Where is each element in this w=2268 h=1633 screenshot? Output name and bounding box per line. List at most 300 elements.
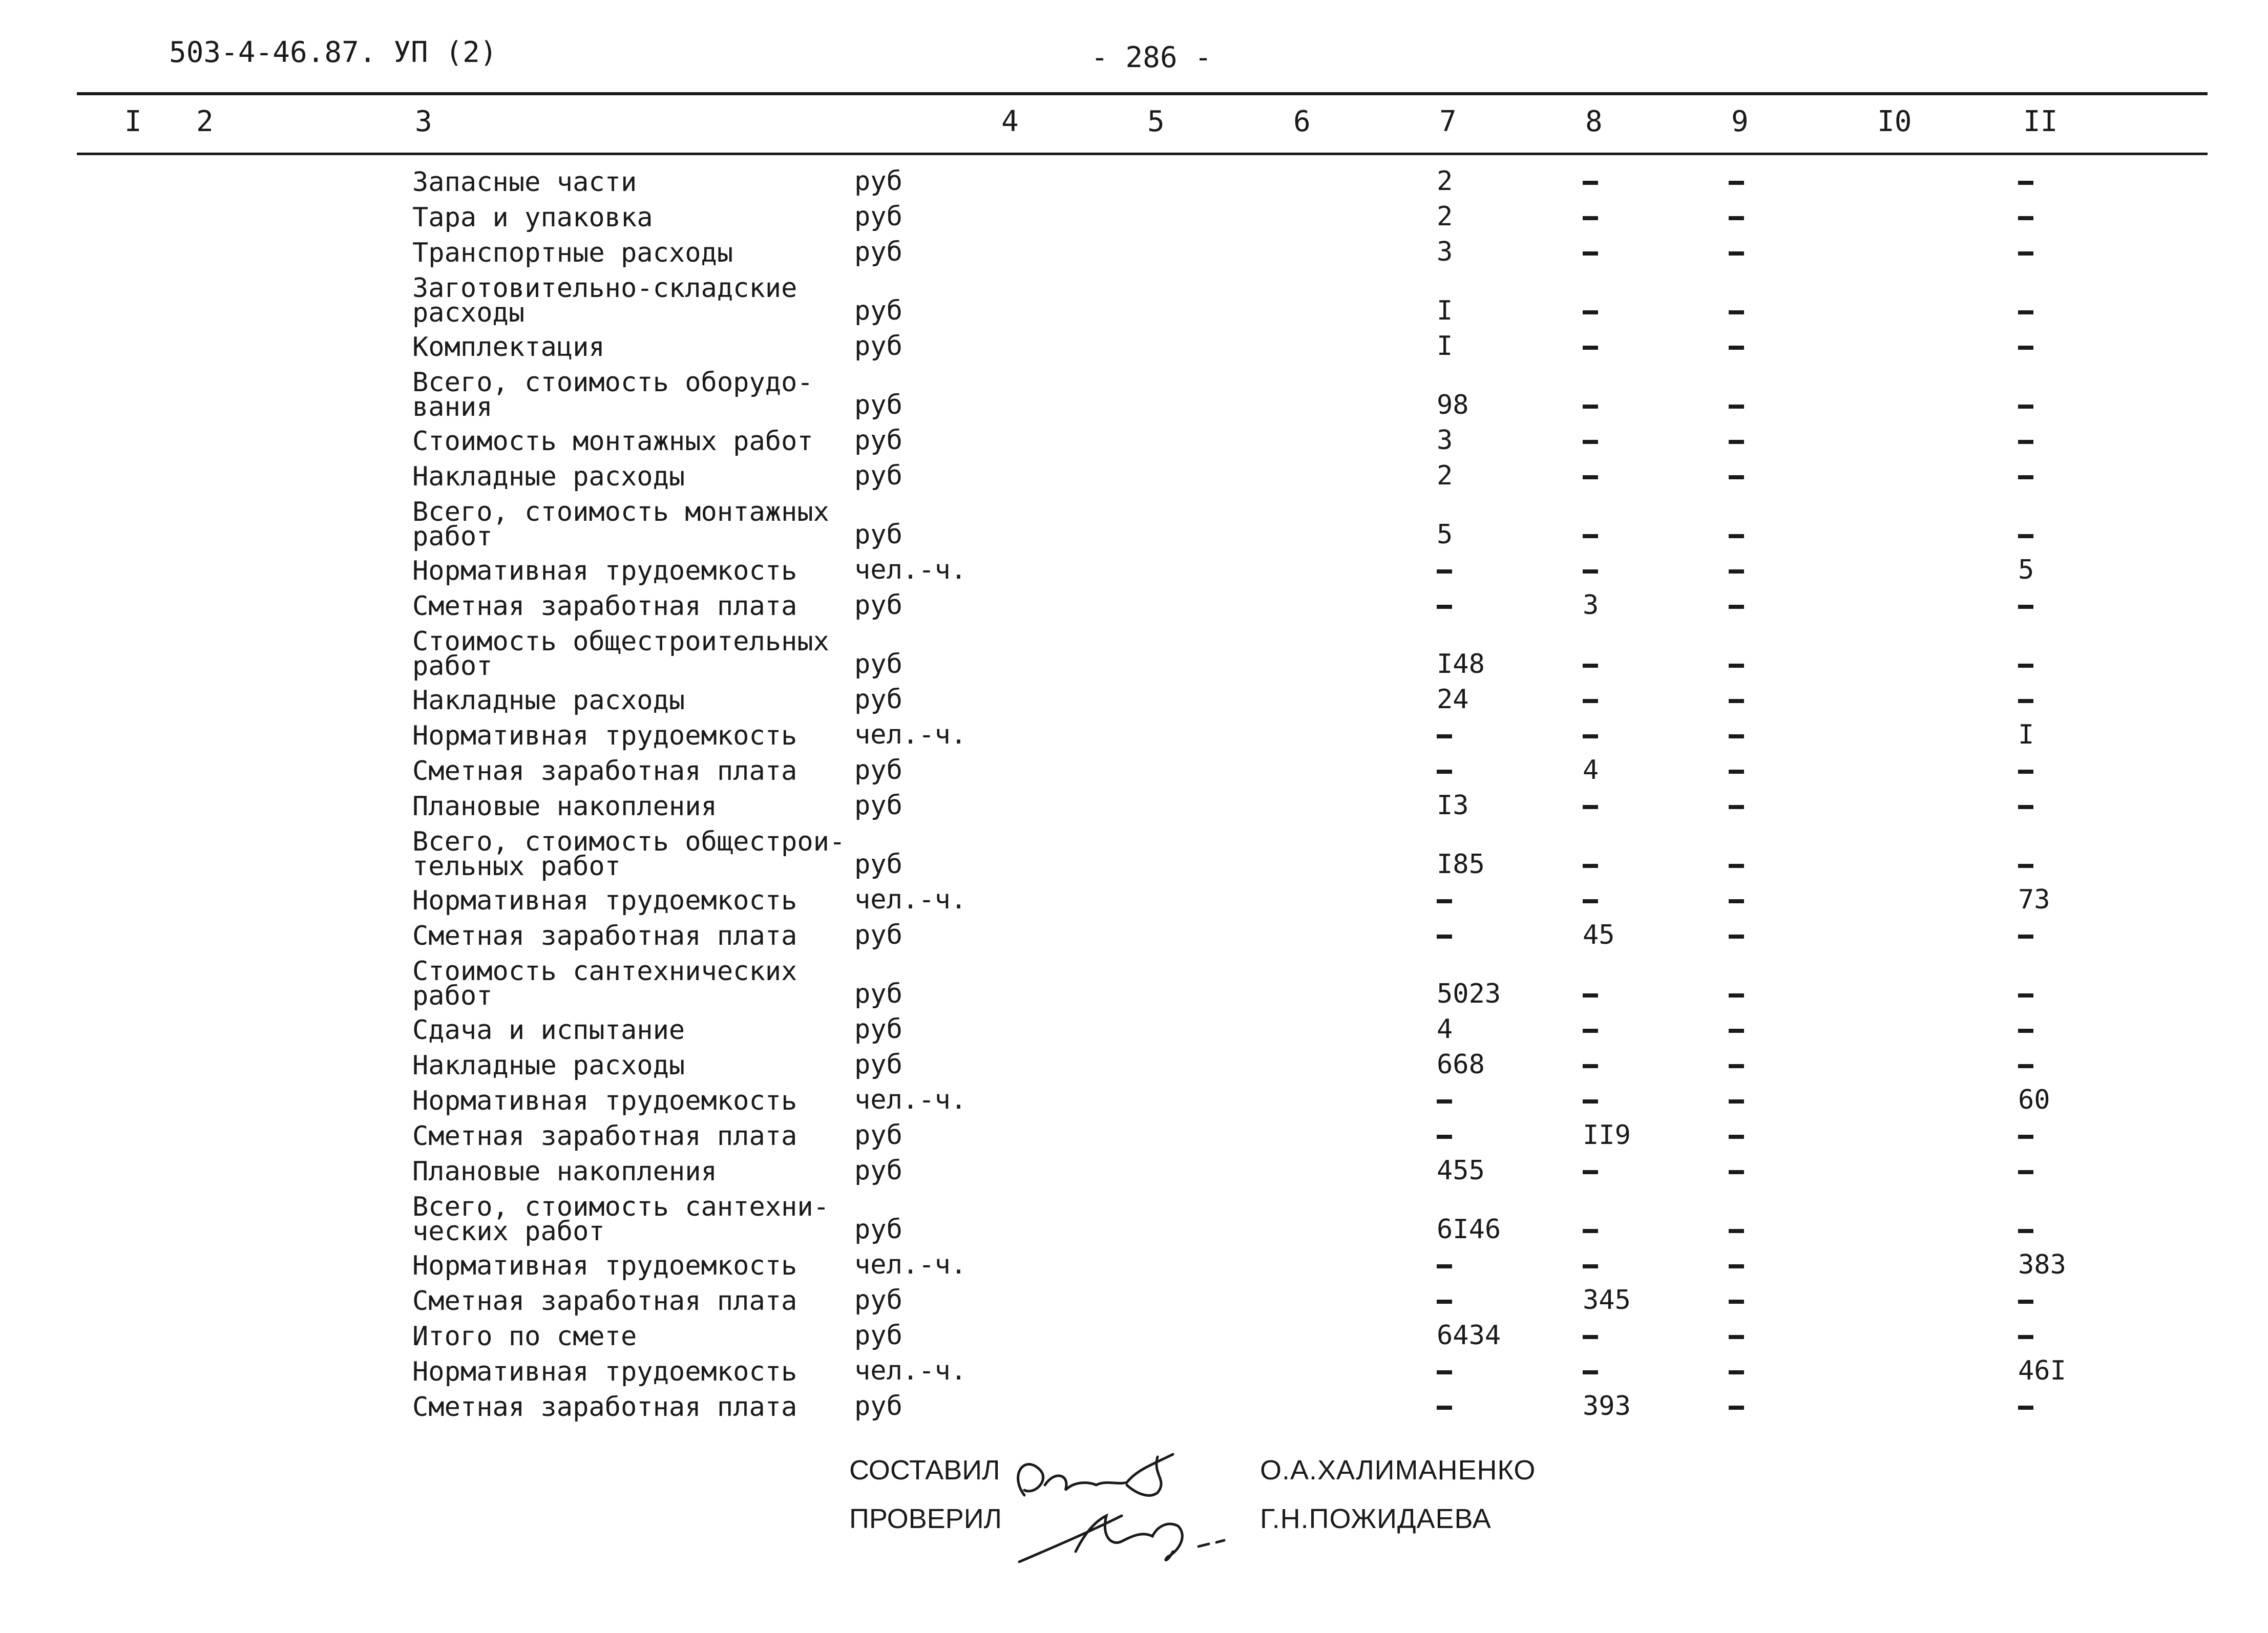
checked-signature — [1014, 1485, 1240, 1567]
dash-mark-line — [1437, 899, 1452, 903]
dash-mark — [1729, 390, 1744, 420]
unit-cell: руб — [854, 1014, 902, 1045]
dash-mark — [1437, 755, 1452, 786]
value-cell-c7: I — [1437, 295, 1453, 326]
dash-mark — [1729, 1391, 1744, 1422]
dash-mark-line — [1583, 1029, 1598, 1033]
item-name-line: работ — [412, 521, 493, 552]
item-name — [412, 885, 797, 916]
unit-cell: руб — [854, 1155, 902, 1186]
item-name-line: работ — [412, 651, 493, 682]
value-cell-c7: 24 — [1437, 684, 1469, 715]
item-name-line: Нормативная трудоемкость — [412, 1086, 797, 1116]
item-name-line: Всего, стоимость оборудо- — [412, 367, 813, 398]
value-cell-c11: 5 — [2018, 555, 2034, 585]
dash-mark — [1583, 425, 1598, 456]
unit-cell: руб — [854, 519, 902, 550]
dash-mark-line — [2018, 310, 2033, 314]
value-cell-c7: 5 — [1437, 519, 1453, 550]
dash-mark-line — [1583, 440, 1598, 444]
dash-mark-line — [1583, 1229, 1598, 1233]
dash-mark — [1437, 1120, 1452, 1151]
item-name-line: Всего, стоимость монтажных — [412, 497, 829, 527]
item-name — [412, 756, 797, 787]
dash-mark — [1729, 460, 1744, 491]
dash-mark-line — [1583, 664, 1598, 668]
dash-mark — [1729, 1085, 1744, 1115]
dash-mark — [2018, 1155, 2033, 1186]
dash-mark — [1729, 425, 1744, 456]
dash-mark — [1729, 1214, 1744, 1245]
dash-mark — [2018, 649, 2033, 680]
dash-mark-line — [1729, 699, 1744, 703]
value-cell-c11: 46I — [2018, 1355, 2066, 1386]
dash-mark-line — [2018, 181, 2033, 185]
dash-mark — [2018, 1320, 2033, 1351]
dash-mark-line — [2018, 1406, 2033, 1410]
dash-mark-line — [1583, 475, 1598, 479]
dash-mark — [1729, 1120, 1744, 1151]
column-header: 2 — [196, 105, 214, 138]
dash-mark-line — [2018, 1170, 2033, 1174]
dash-mark — [1583, 1320, 1598, 1351]
dash-mark — [1583, 166, 1598, 197]
value-cell-c8: 45 — [1583, 920, 1615, 950]
value-cell-c7: 4 — [1437, 1014, 1453, 1045]
dash-mark — [1583, 1355, 1598, 1386]
dash-mark-line — [1583, 405, 1598, 409]
column-header: 6 — [1293, 105, 1311, 138]
unit-cell: руб — [854, 166, 902, 197]
unit-cell: руб — [854, 649, 902, 680]
dash-mark — [2018, 1014, 2033, 1045]
dash-mark — [1729, 590, 1744, 621]
dash-mark-line — [1583, 251, 1598, 256]
dash-mark-line — [2018, 1135, 2033, 1139]
dash-mark — [1583, 684, 1598, 715]
unit-cell: руб — [854, 460, 902, 491]
dash-mark-line — [1729, 734, 1744, 738]
unit-cell: руб — [854, 1320, 902, 1351]
item-name-line: Запасные части — [412, 167, 637, 198]
dash-mark-line — [1729, 664, 1744, 668]
unit-cell: руб — [854, 390, 902, 420]
value-cell-c7: 5023 — [1437, 979, 1501, 1009]
dash-mark — [1729, 519, 1744, 550]
dash-mark — [1729, 1249, 1744, 1280]
item-name-line: Комплектация — [412, 332, 605, 363]
dash-mark — [1729, 166, 1744, 197]
item-name-line: расходы — [412, 298, 525, 328]
dash-mark — [1437, 884, 1452, 915]
value-cell-c7: 6434 — [1437, 1320, 1501, 1351]
dash-mark-line — [2018, 534, 2033, 538]
unit-cell: руб — [854, 295, 902, 326]
dash-mark — [2018, 979, 2033, 1009]
dash-mark — [1729, 1155, 1744, 1186]
dash-mark — [2018, 460, 2033, 491]
dash-mark — [1729, 1285, 1744, 1316]
column-header: 4 — [1001, 105, 1019, 138]
value-cell-c8: 3 — [1583, 590, 1599, 621]
dash-mark — [2018, 390, 2033, 420]
header-top-rule — [77, 92, 2208, 95]
item-name — [412, 273, 797, 328]
unit-cell: чел.-ч. — [854, 1355, 967, 1386]
dash-mark — [1583, 201, 1598, 232]
dash-mark — [2018, 331, 2033, 362]
item-name — [412, 921, 797, 951]
dash-mark-line — [1729, 1135, 1744, 1139]
item-name-line: Сметная заработная плата — [412, 1286, 797, 1317]
item-name-line: Нормативная трудоемкость — [412, 556, 797, 586]
item-name — [412, 556, 797, 586]
dash-mark — [1583, 390, 1598, 420]
value-cell-c7: I48 — [1437, 649, 1485, 680]
dash-mark-line — [1729, 1029, 1744, 1033]
dash-mark-line — [2018, 664, 2033, 668]
item-name-line: Сметная заработная плата — [412, 921, 797, 951]
dash-mark — [1729, 920, 1744, 950]
dash-mark — [1583, 719, 1598, 750]
dash-mark-line — [1729, 181, 1744, 185]
dash-mark — [1583, 237, 1598, 267]
dash-mark-line — [1729, 569, 1744, 574]
dash-mark-line — [1729, 1335, 1744, 1339]
item-name-line: Сметная заработная плата — [412, 1392, 797, 1423]
item-name — [412, 1392, 797, 1423]
item-name — [412, 591, 797, 622]
dash-mark — [1729, 649, 1744, 680]
value-cell-c7: I85 — [1437, 849, 1485, 880]
dash-mark-line — [1583, 569, 1598, 574]
dash-mark — [1437, 1285, 1452, 1316]
dash-mark — [2018, 755, 2033, 786]
item-name-line: Накладные расходы — [412, 685, 685, 716]
unit-cell: руб — [854, 331, 902, 362]
value-cell-c8: 393 — [1583, 1391, 1631, 1422]
column-header: I — [124, 105, 142, 138]
dash-mark-line — [1729, 1170, 1744, 1174]
dash-mark-line — [1729, 605, 1744, 609]
dash-mark — [1729, 755, 1744, 786]
dash-mark — [1729, 1320, 1744, 1351]
dash-mark — [2018, 295, 2033, 326]
item-name — [412, 238, 733, 268]
dash-mark — [1583, 1155, 1598, 1186]
dash-mark — [2018, 1120, 2033, 1151]
page-number: - 286 - — [1091, 41, 1212, 74]
value-cell-c7: 2 — [1437, 201, 1453, 232]
item-name — [412, 826, 846, 882]
value-cell-c7: 2 — [1437, 460, 1453, 491]
dash-mark — [1729, 237, 1744, 267]
dash-mark — [2018, 425, 2033, 456]
value-cell-c7: 6I46 — [1437, 1214, 1501, 1245]
dash-mark-line — [1729, 216, 1744, 220]
item-name-line: Стоимость общестроительных — [412, 626, 829, 657]
item-name — [412, 1156, 717, 1187]
dash-mark-line — [2018, 935, 2033, 939]
item-name — [412, 202, 653, 233]
dash-mark — [1729, 849, 1744, 880]
dash-mark — [1437, 1085, 1452, 1115]
item-name-line: Сметная заработная плата — [412, 756, 797, 787]
dash-mark-line — [1583, 1370, 1598, 1374]
dash-mark — [2018, 201, 2033, 232]
item-name-line: Нормативная трудоемкость — [412, 720, 797, 751]
dash-mark — [1729, 684, 1744, 715]
item-name-line: Сметная заработная плата — [412, 591, 797, 622]
dash-mark — [1437, 555, 1452, 585]
dash-mark-line — [1729, 770, 1744, 774]
dash-mark — [1729, 790, 1744, 821]
unit-cell: руб — [854, 237, 902, 267]
dash-mark-line — [1583, 1170, 1598, 1174]
value-cell-c7: 98 — [1437, 390, 1469, 420]
item-name-line: Стоимость монтажных работ — [412, 426, 813, 457]
dash-mark-line — [2018, 864, 2033, 868]
item-name-line: Сметная заработная плата — [412, 1121, 797, 1152]
dash-mark — [1583, 1214, 1598, 1245]
dash-mark-line — [1729, 475, 1744, 479]
dash-mark-line — [2018, 475, 2033, 479]
dash-mark — [1729, 1049, 1744, 1080]
value-cell-c7: 3 — [1437, 425, 1453, 456]
value-cell-c7: 455 — [1437, 1155, 1485, 1186]
dash-mark-line — [1729, 1099, 1744, 1104]
dash-mark — [1583, 649, 1598, 680]
unit-cell: руб — [854, 1049, 902, 1080]
dash-mark-line — [2018, 216, 2033, 220]
compiled-label: СОСТАВИЛ — [849, 1455, 1000, 1486]
column-header: 5 — [1147, 105, 1165, 138]
dash-mark-line — [2018, 699, 2033, 703]
unit-cell: руб — [854, 1391, 902, 1422]
dash-mark — [2018, 1049, 2033, 1080]
item-name-line: вания — [412, 392, 493, 422]
item-name-line: Тара и упаковка — [412, 202, 653, 233]
item-name — [412, 1286, 797, 1317]
column-header: 8 — [1585, 105, 1603, 138]
item-name-line: тельных работ — [412, 851, 621, 882]
dash-mark — [2018, 684, 2033, 715]
item-name-line: Накладные расходы — [412, 1050, 685, 1081]
dash-mark-line — [1437, 1370, 1452, 1374]
item-name — [412, 791, 717, 822]
item-name — [412, 1321, 637, 1352]
dash-mark-line — [2018, 1229, 2033, 1233]
unit-cell: чел.-ч. — [854, 1085, 967, 1115]
column-header: 7 — [1439, 105, 1457, 138]
dash-mark-line — [1583, 699, 1598, 703]
dash-mark-line — [1437, 770, 1452, 774]
dash-mark — [1437, 590, 1452, 621]
dash-mark-line — [1583, 346, 1598, 350]
item-name-line: Итого по смете — [412, 1321, 637, 1352]
dash-mark-line — [1437, 1300, 1452, 1304]
dash-mark-line — [1583, 216, 1598, 220]
value-cell-c8: 345 — [1583, 1285, 1631, 1316]
dash-mark — [1729, 884, 1744, 915]
item-name — [412, 167, 637, 198]
dash-mark — [1729, 979, 1744, 1009]
dash-mark — [2018, 166, 2033, 197]
dash-mark-line — [1583, 534, 1598, 538]
value-cell-c11: 383 — [2018, 1249, 2066, 1280]
dash-mark — [2018, 920, 2033, 950]
dash-mark-line — [1729, 346, 1744, 350]
dash-mark-line — [1729, 993, 1744, 998]
dash-mark-line — [1729, 440, 1744, 444]
item-name — [412, 367, 813, 422]
unit-cell: чел.-ч. — [854, 1249, 967, 1280]
item-name — [412, 626, 829, 682]
dash-mark-line — [1583, 805, 1598, 809]
dash-mark — [1583, 979, 1598, 1009]
item-name-line: Нормативная трудоемкость — [412, 885, 797, 916]
dash-mark — [1583, 790, 1598, 821]
item-name-line: Всего, стоимость общестрои- — [412, 826, 846, 857]
item-name-line: Накладные расходы — [412, 461, 685, 492]
unit-cell: руб — [854, 1214, 902, 1245]
dash-mark — [2018, 237, 2033, 267]
dash-mark-line — [1583, 1099, 1598, 1104]
unit-cell: чел.-ч. — [854, 719, 967, 750]
column-header: II — [2023, 105, 2058, 138]
dash-mark-line — [1729, 1229, 1744, 1233]
dash-mark — [2018, 590, 2033, 621]
item-name — [412, 1015, 685, 1046]
dash-mark-line — [2018, 1300, 2033, 1304]
item-name — [412, 461, 685, 492]
unit-cell: руб — [854, 920, 902, 950]
dash-mark-line — [2018, 805, 2033, 809]
dash-mark — [1729, 1355, 1744, 1386]
dash-mark — [1437, 1391, 1452, 1422]
unit-cell: руб — [854, 755, 902, 786]
item-name-line: Транспортные расходы — [412, 238, 733, 268]
dash-mark — [1583, 849, 1598, 880]
item-name-line: Всего, стоимость сантехни- — [412, 1192, 829, 1222]
dash-mark-line — [1583, 1335, 1598, 1339]
dash-mark-line — [1729, 1064, 1744, 1068]
dash-mark — [1583, 1014, 1598, 1045]
unit-cell: руб — [854, 1285, 902, 1316]
dash-mark-line — [2018, 770, 2033, 774]
dash-mark-line — [1583, 1264, 1598, 1268]
dash-mark — [1729, 295, 1744, 326]
dash-mark-line — [2018, 605, 2033, 609]
value-cell-c7: I — [1437, 331, 1453, 362]
dash-mark-line — [1729, 534, 1744, 538]
dash-mark-line — [1583, 993, 1598, 998]
value-cell-c7: 668 — [1437, 1049, 1485, 1080]
dash-mark-line — [1729, 1300, 1744, 1304]
item-name — [412, 497, 829, 552]
item-name-line: Плановые накопления — [412, 1156, 717, 1187]
dash-mark-line — [1583, 734, 1598, 738]
dash-mark — [1437, 1355, 1452, 1386]
dash-mark-line — [2018, 440, 2033, 444]
dash-mark-line — [1729, 310, 1744, 314]
dash-mark — [2018, 1391, 2033, 1422]
dash-mark — [1583, 295, 1598, 326]
item-name — [412, 1050, 685, 1081]
dash-mark-line — [1437, 1406, 1452, 1410]
item-name-line: Сдача и испытание — [412, 1015, 685, 1046]
dash-mark — [1583, 331, 1598, 362]
dash-mark — [1729, 331, 1744, 362]
dash-mark-line — [2018, 251, 2033, 256]
dash-mark — [1729, 555, 1744, 585]
value-cell-c8: 4 — [1583, 755, 1599, 786]
header-bottom-rule — [77, 153, 2208, 155]
dash-mark — [2018, 1214, 2033, 1245]
item-name — [412, 1121, 797, 1152]
item-name-line: Нормативная трудоемкость — [412, 1356, 797, 1387]
dash-mark — [1583, 1049, 1598, 1080]
unit-cell: чел.-ч. — [854, 884, 967, 915]
value-cell-c8: II9 — [1583, 1120, 1631, 1151]
column-header: 3 — [415, 105, 432, 138]
dash-mark-line — [1437, 935, 1452, 939]
dash-mark — [1583, 460, 1598, 491]
unit-cell: руб — [854, 790, 902, 821]
dash-mark — [1583, 1085, 1598, 1115]
dash-mark — [2018, 519, 2033, 550]
dash-mark — [1583, 519, 1598, 550]
dash-mark-line — [1729, 864, 1744, 868]
dash-mark — [1437, 920, 1452, 950]
unit-cell: руб — [854, 425, 902, 456]
checked-name: Г.Н.ПОЖИДАЕВА — [1260, 1503, 1492, 1534]
unit-cell: руб — [854, 979, 902, 1009]
dash-mark — [1583, 1249, 1598, 1280]
document-code: 503-4-46.87. УП (2) — [169, 36, 497, 69]
value-cell-c11: I — [2018, 719, 2034, 750]
dash-mark-line — [1583, 181, 1598, 185]
dash-mark-line — [1583, 310, 1598, 314]
dash-mark-line — [2018, 346, 2033, 350]
dash-mark-line — [1437, 734, 1452, 738]
item-name-line: работ — [412, 981, 493, 1011]
dash-mark — [1583, 884, 1598, 915]
value-cell-c7: 2 — [1437, 166, 1453, 197]
item-name — [412, 426, 813, 457]
dash-mark-line — [1437, 1135, 1452, 1139]
item-name — [412, 956, 797, 1011]
item-name — [412, 1356, 797, 1387]
dash-mark-line — [1583, 899, 1598, 903]
dash-mark-line — [1583, 864, 1598, 868]
checked-label: ПРОВЕРИЛ — [849, 1503, 1002, 1534]
compiled-name: О.А.ХАЛИМАНЕНКО — [1260, 1455, 1536, 1486]
dash-mark-line — [1583, 1064, 1598, 1068]
dash-mark-line — [1729, 1370, 1744, 1374]
dash-mark — [1729, 719, 1744, 750]
dash-mark-line — [1729, 405, 1744, 409]
dash-mark — [1437, 719, 1452, 750]
item-name-line: Заготовительно-складские — [412, 273, 797, 304]
dash-mark — [2018, 1285, 2033, 1316]
dash-mark — [1729, 201, 1744, 232]
item-name — [412, 720, 797, 751]
dash-mark — [2018, 849, 2033, 880]
dash-mark-line — [2018, 1064, 2033, 1068]
dash-mark-line — [1729, 251, 1744, 256]
unit-cell: чел.-ч. — [854, 555, 967, 585]
